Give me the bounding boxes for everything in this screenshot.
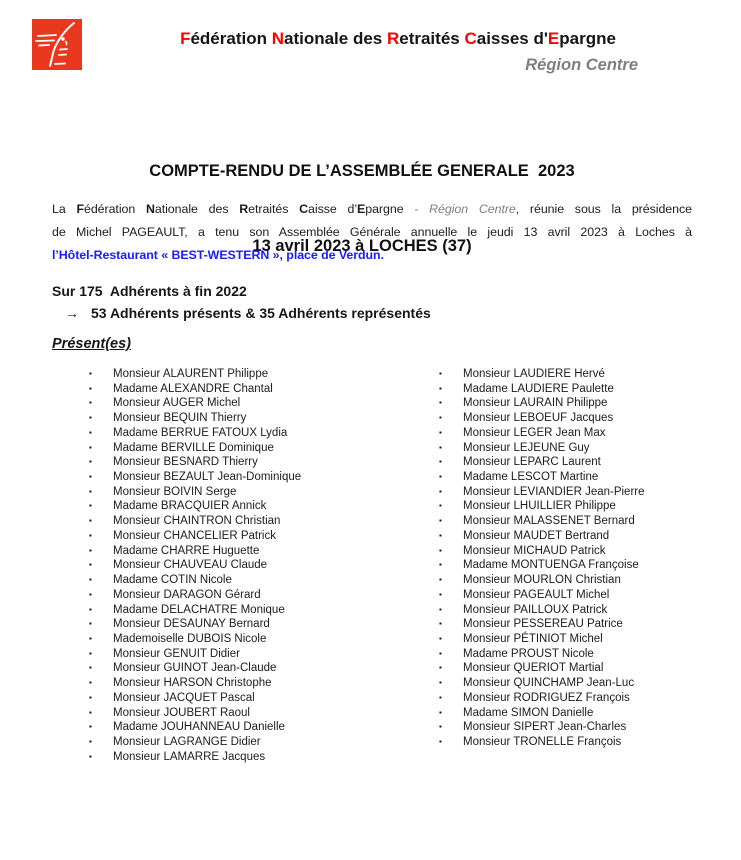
attendee-name: Madame CHARRE Huguette <box>113 544 260 557</box>
bullet-icon: ▪ <box>439 604 442 614</box>
text-segment: - Région Centre <box>414 202 516 216</box>
list-item <box>439 396 645 411</box>
list-item <box>439 426 645 441</box>
attendee-name: Monsieur MICHAUD Patrick <box>463 544 606 557</box>
bullet-icon: ▪ <box>439 692 442 702</box>
bullet-icon: ▪ <box>439 633 442 643</box>
attendee-name: Mademoiselle DUBOIS Nicole <box>113 632 267 645</box>
intro-line1 <box>52 198 692 221</box>
attendee-name: Monsieur QUINCHAMP Jean-Luc <box>463 677 635 690</box>
squirrel-logo-icon <box>32 19 82 70</box>
text-segment: F <box>76 202 84 216</box>
list-item <box>439 544 645 559</box>
list-item <box>89 426 301 441</box>
bullet-icon: ▪ <box>439 663 442 673</box>
attendee-name: Madame SIMON Danielle <box>463 706 594 719</box>
bullet-icon: ▪ <box>89 589 92 599</box>
list-item <box>89 691 301 706</box>
org-region: Région Centre <box>525 56 638 74</box>
attendee-name: Monsieur BEQUIN Thierry <box>113 412 247 425</box>
attendee-name: Madame BERRUE FATOUX Lydia <box>113 426 288 439</box>
attendee-name: Monsieur LEBOEUF Jacques <box>463 412 614 425</box>
attendee-name: Monsieur LAGRANGE Didier <box>113 735 261 748</box>
list-item <box>89 441 301 456</box>
attendee-name: Monsieur SIPERT Jean-Charles <box>463 721 627 734</box>
bullet-icon: ▪ <box>89 751 92 761</box>
list-item <box>89 499 301 514</box>
membership-stats <box>52 282 431 322</box>
attendee-name: Monsieur MALASSENET Bernard <box>463 515 635 528</box>
list-item <box>439 485 645 500</box>
attendee-name: Monsieur PAILLOUX Patrick <box>463 603 608 616</box>
list-item <box>89 558 301 573</box>
text-segment: R <box>239 202 249 216</box>
list-item <box>89 367 301 382</box>
text-segment: édération <box>190 29 272 48</box>
list-item <box>439 691 645 706</box>
bullet-icon: ▪ <box>89 516 92 526</box>
list-item <box>439 573 645 588</box>
bullet-icon: ▪ <box>439 560 442 570</box>
list-item <box>439 661 645 676</box>
caisse-epargne-logo <box>32 19 82 70</box>
bullet-icon: ▪ <box>89 486 92 496</box>
text-segment: C <box>299 202 309 216</box>
list-item <box>89 706 301 721</box>
document-title-line2: 13 avril 2023 à LOCHES (37) <box>252 237 472 255</box>
bullet-icon: ▪ <box>89 633 92 643</box>
text-segment: F <box>180 29 191 48</box>
attendee-name: Monsieur BESNARD Thierry <box>113 456 258 469</box>
attendee-name: Monsieur PESSEREAU Patrice <box>463 618 623 631</box>
text-segment: C <box>464 29 477 48</box>
attendee-name: Monsieur LEVIANDIER Jean-Pierre <box>463 485 645 498</box>
list-item <box>89 632 301 647</box>
text-segment: ationale des <box>283 29 387 48</box>
attendee-name: Monsieur LHUILLIER Philippe <box>463 500 616 513</box>
attendee-name: Madame PROUST Nicole <box>463 647 594 660</box>
org-title <box>158 29 638 49</box>
text-segment: E <box>547 29 560 48</box>
bullet-icon: ▪ <box>89 398 92 408</box>
attendee-name: Monsieur MAUDET Bertrand <box>463 529 610 542</box>
list-item <box>439 676 645 691</box>
attendee-name: Monsieur LEGER Jean Max <box>463 426 606 439</box>
bullet-icon: ▪ <box>439 486 442 496</box>
attendee-name: Monsieur PAGEAULT Michel <box>463 588 610 601</box>
list-item <box>89 411 301 426</box>
list-item <box>89 382 301 397</box>
bullet-icon: ▪ <box>439 501 442 511</box>
list-item <box>89 455 301 470</box>
bullet-icon: ▪ <box>89 442 92 452</box>
attendee-name: Madame DELACHATRE Monique <box>113 603 285 616</box>
attendee-name: Madame BERVILLE Dominique <box>113 441 274 454</box>
bullet-icon: ▪ <box>439 427 442 437</box>
attendee-name: Monsieur DESAUNAY Bernard <box>113 618 270 631</box>
attendee-name: Madame ALEXANDRE Chantal <box>113 382 273 395</box>
attendee-name: Monsieur MOURLON Christian <box>463 574 621 587</box>
attendee-name: Monsieur LAUDIERE Hervé <box>463 368 605 380</box>
bullet-icon: ▪ <box>439 648 442 658</box>
list-item <box>439 367 645 382</box>
attendee-name: Monsieur CHAINTRON Christian <box>113 515 281 528</box>
text-segment: etraités <box>248 202 300 216</box>
text-segment: La <box>52 202 77 216</box>
list-item <box>439 632 645 647</box>
list-item <box>439 441 645 456</box>
attendee-name: Monsieur CHAUVEAU Claude <box>113 559 268 572</box>
bullet-icon: ▪ <box>439 472 442 482</box>
list-item <box>89 573 301 588</box>
list-item <box>439 617 645 632</box>
list-item <box>439 720 645 735</box>
bullet-icon: ▪ <box>89 692 92 702</box>
list-item <box>89 529 301 544</box>
bullet-icon: ▪ <box>89 575 92 585</box>
bullet-icon: ▪ <box>89 604 92 614</box>
list-item <box>439 735 645 750</box>
bullet-icon: ▪ <box>89 560 92 570</box>
attendee-name: Monsieur LAMARRE Jacques <box>113 750 266 763</box>
list-item <box>439 603 645 618</box>
attendee-name: Monsieur JOUBERT Raoul <box>113 706 250 719</box>
attendee-name: Monsieur RODRIGUEZ François <box>463 691 630 704</box>
attendee-name: Monsieur BOIVIN Serge <box>113 485 237 498</box>
bullet-icon: ▪ <box>89 369 92 378</box>
attendee-name: Monsieur CHANCELIER Patrick <box>113 529 276 542</box>
list-item <box>439 411 645 426</box>
attendee-list-left <box>89 367 301 764</box>
bullet-icon: ▪ <box>439 369 442 378</box>
bullet-icon: ▪ <box>439 722 442 732</box>
attendee-name: Madame LESCOT Martine <box>463 471 599 484</box>
text-segment: E <box>357 202 366 216</box>
bullet-icon: ▪ <box>439 530 442 540</box>
bullet-icon: ▪ <box>439 383 442 393</box>
text-segment: aisses d' <box>476 29 548 48</box>
list-item <box>439 514 645 529</box>
list-item <box>439 499 645 514</box>
bullet-icon: ▪ <box>89 545 92 555</box>
text-segment: pargne <box>559 29 616 48</box>
bullet-icon: ▪ <box>89 413 92 423</box>
list-item <box>89 588 301 603</box>
bullet-icon: ▪ <box>89 383 92 393</box>
attendee-name: Monsieur PÉTINIOT Michel <box>463 632 603 645</box>
bullet-icon: ▪ <box>89 427 92 437</box>
bullet-icon: ▪ <box>439 736 442 746</box>
text-segment: ationale des <box>154 202 240 216</box>
attendee-name: Monsieur DARAGON Gérard <box>113 588 261 601</box>
bullet-icon: ▪ <box>89 663 92 673</box>
list-item <box>439 647 645 662</box>
stats-total: Sur 175 Adhérents à fin 2022 <box>52 283 247 299</box>
bullet-icon: ▪ <box>89 501 92 511</box>
bullet-icon: ▪ <box>89 619 92 629</box>
intro-paragraph <box>52 198 692 267</box>
attendee-name: Monsieur LEPARC Laurent <box>463 456 601 469</box>
bullet-icon: ▪ <box>89 457 92 467</box>
bullet-icon: ▪ <box>439 678 442 688</box>
list-item <box>89 676 301 691</box>
list-item <box>89 661 301 676</box>
bullet-icon: ▪ <box>439 575 442 585</box>
attendee-name: Monsieur LEJEUNE Guy <box>463 441 590 454</box>
present-heading: Présent(es) <box>52 336 131 352</box>
bullet-icon: ▪ <box>439 516 442 526</box>
list-item <box>439 529 645 544</box>
text-segment: aisse d’ <box>308 202 358 216</box>
attendee-name: Madame BRACQUIER Annick <box>113 500 267 513</box>
bullet-icon: ▪ <box>89 736 92 746</box>
attendee-name: Monsieur ALAURENT Philippe <box>113 368 269 380</box>
bullet-icon: ▪ <box>89 472 92 482</box>
list-item <box>89 514 301 529</box>
stats-detail <box>52 304 431 322</box>
list-item <box>89 750 301 765</box>
document-title-line1: COMPTE-RENDU DE L’ASSEMBLÉE GENERALE 2023 <box>149 162 575 180</box>
list-item <box>89 735 301 750</box>
list-item <box>439 382 645 397</box>
list-item <box>89 396 301 411</box>
text-segment: R <box>386 29 400 48</box>
list-item <box>439 455 645 470</box>
intro-line2: de Michel PAGEAULT, a tenu son Assemblée Générale annuelle le jeudi 13 avril 2023 à Loches à <box>52 225 692 239</box>
list-item <box>89 720 301 735</box>
attendee-name: Madame MONTUENGA Françoise <box>463 559 639 572</box>
list-item <box>89 544 301 559</box>
text-segment: N <box>145 202 155 216</box>
bullet-icon: ▪ <box>439 457 442 467</box>
attendee-list-right <box>439 367 645 750</box>
list-item <box>89 617 301 632</box>
attendee-name: Monsieur JACQUET Pascal <box>113 691 255 704</box>
bullet-icon: ▪ <box>89 530 92 540</box>
attendee-name: Madame COTIN Nicole <box>113 574 232 587</box>
bullet-icon: ▪ <box>89 707 92 717</box>
attendee-name: Madame LAUDIERE Paulette <box>463 382 614 395</box>
list-item <box>439 706 645 721</box>
attendee-name: Monsieur HARSON Christophe <box>113 677 272 690</box>
bullet-icon: ▪ <box>439 619 442 629</box>
stats-detail-text: 53 Adhérents présents & 35 Adhérents représentés <box>91 305 431 321</box>
attendee-name: Monsieur BEZAULT Jean-Dominique <box>113 471 302 484</box>
list-item <box>439 588 645 603</box>
text-segment: , réunie sous la présidence <box>515 202 692 216</box>
bullet-icon: ▪ <box>89 648 92 658</box>
text-segment: N <box>271 29 284 48</box>
attendee-name: Monsieur QUERIOT Martial <box>463 662 604 675</box>
bullet-icon: ▪ <box>89 722 92 732</box>
arrow-icon: → <box>65 305 79 321</box>
text-segment: édération <box>83 202 146 216</box>
attendee-name: Monsieur GENUIT Didier <box>113 647 240 660</box>
list-item <box>439 470 645 485</box>
list-item <box>439 558 645 573</box>
bullet-icon: ▪ <box>439 413 442 423</box>
list-item <box>89 485 301 500</box>
list-item <box>89 647 301 662</box>
attendee-name: Monsieur GUINOT Jean-Claude <box>113 662 277 675</box>
list-item <box>89 470 301 485</box>
list-item <box>89 603 301 618</box>
bullet-icon: ▪ <box>439 707 442 717</box>
bullet-icon: ▪ <box>439 398 442 408</box>
header <box>158 29 638 75</box>
attendee-name: Madame JOUHANNEAU Danielle <box>113 721 285 734</box>
text-segment: pargne <box>365 202 415 216</box>
bullet-icon: ▪ <box>439 442 442 452</box>
bullet-icon: ▪ <box>439 545 442 555</box>
bullet-icon: ▪ <box>89 678 92 688</box>
attendee-name: Monsieur LAURAIN Philippe <box>463 397 608 410</box>
attendee-name: Monsieur TRONELLE François <box>463 735 622 748</box>
attendee-name: Monsieur AUGER Michel <box>113 397 241 410</box>
bullet-icon: ▪ <box>439 589 442 599</box>
text-segment: etraités <box>399 29 465 48</box>
intro-venue-line: l’Hôtel-Restaurant « BEST-WESTERN », place de Verdun. <box>52 248 384 262</box>
